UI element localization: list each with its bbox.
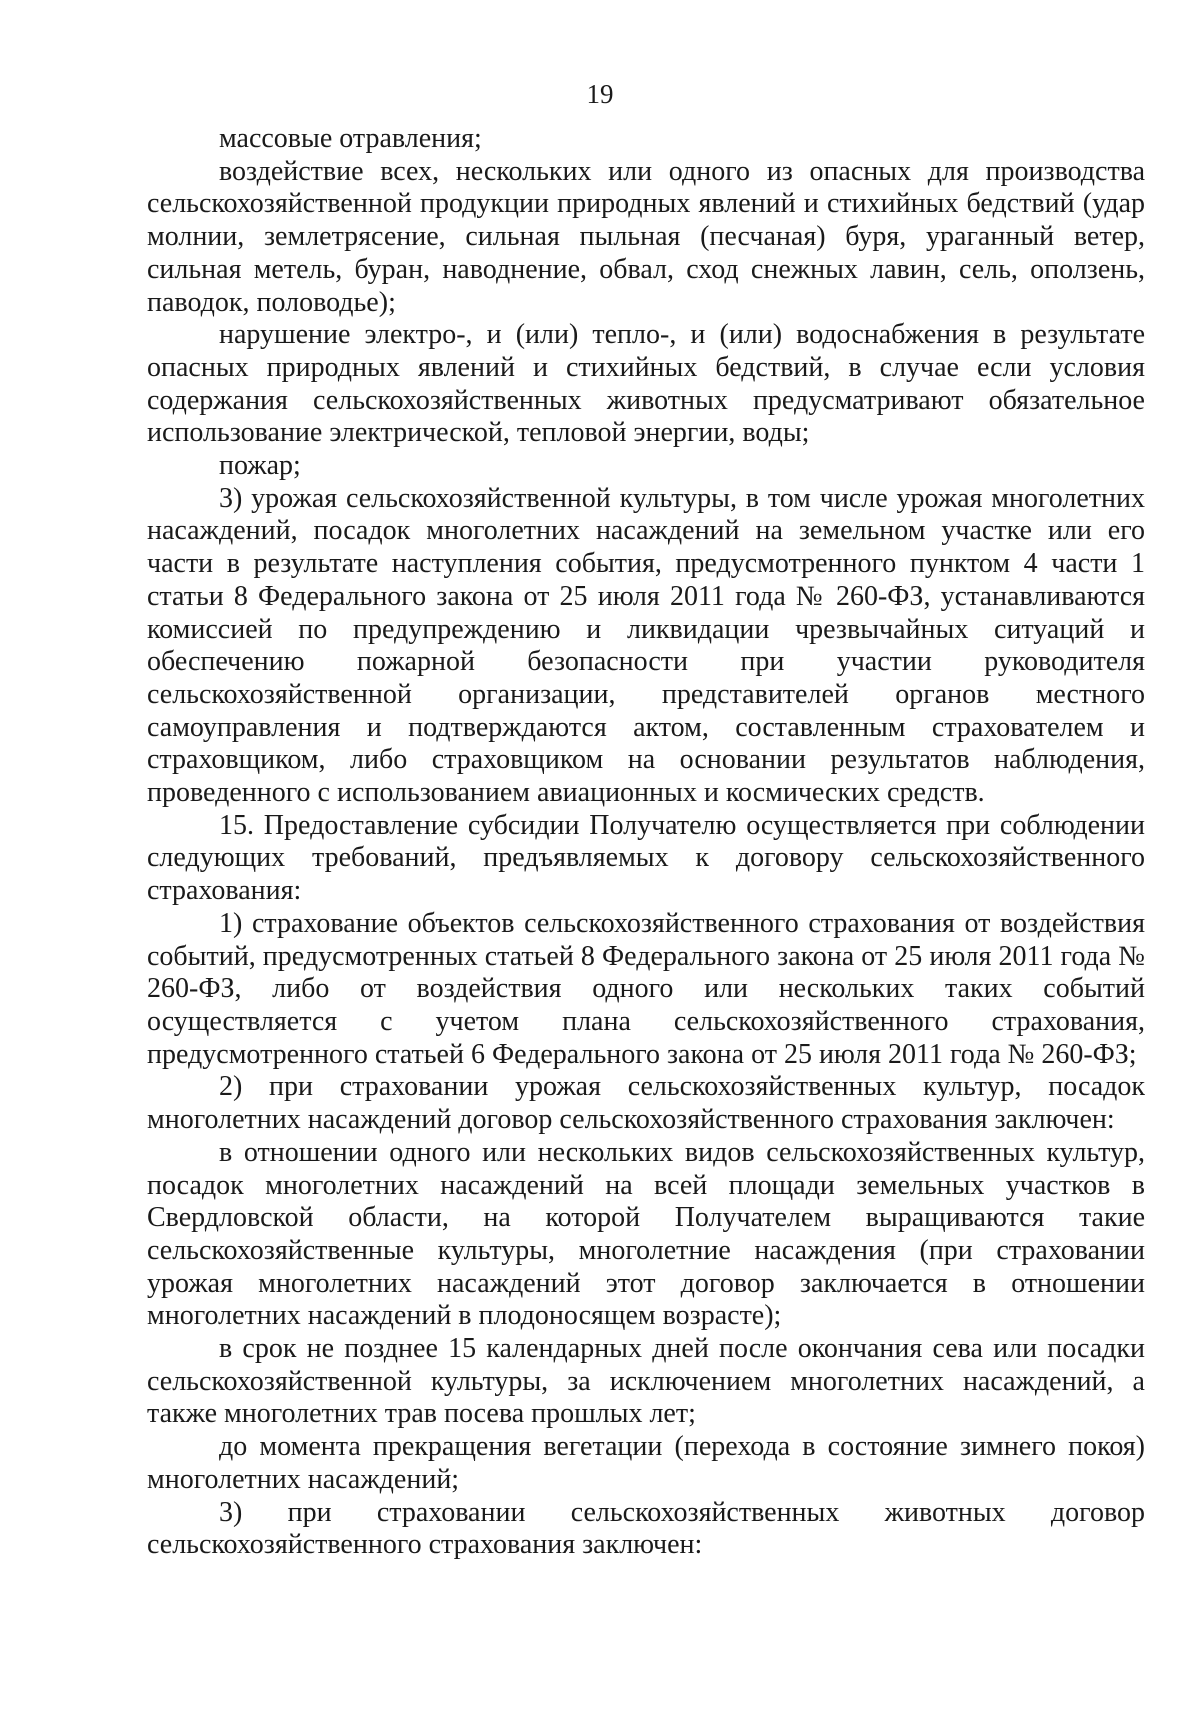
paragraph-crop-loss: 3) урожая сельскохозяйственной культуры, в том числе урожая многолетних насаждений, посадок многолетних насаждений на земельном участке или его части в результате наступления события, предусмотренного пунктом 4 части 1 статьи 8 Федерального закона от 25 июля 2011 года № 260-ФЗ, устанавливаются комиссией по предупреждению и ликвидации чрезвычайных ситуаций и обеспечению пожарной безопасности при участии руководителя сельскохозяйственной организации, представителей органов местного самоуправления и подтверждаются актом, составленным страхователем и страховщиком, либо страховщиком на основании результатов наблюдения, проведенного с использованием авиационных и космических средств. bbox=[147, 482, 1145, 809]
paragraph-sowing-deadline: в срок не позднее 15 календарных дней после окончания сева или посадки сельскохозяйственной культуры, за исключением многолетних насаждений, а также многолетних трав посева прошлых лет; bbox=[147, 1333, 1145, 1430]
paragraph-crop-types: в отношении одного или нескольких видов сельскохозяйственных культур, посадок многолетних насаждений на всей площади земельных участков в Свердловской области, на которой Получателем выращиваются такие сельскохозяйственные культуры, многолетние насаждения (при страховании урожая многолетних насаждений этот договор заключается в отношении многолетних насаждений в плодоносящем возрасте); bbox=[147, 1136, 1145, 1332]
document-body bbox=[147, 123, 1145, 1562]
paragraph-item-3: 3) при страховании сельскохозяйственных животных договор сельскохозяйственного страхования заключен: bbox=[147, 1496, 1145, 1561]
paragraph-fire: пожар; bbox=[219, 450, 301, 482]
paragraph-vegetation-end: до момента прекращения вегетации (перехода в состояние зимнего покоя) многолетних насаждений; bbox=[147, 1431, 1145, 1495]
paragraph-mass-poisoning: массовые отравления; bbox=[219, 123, 482, 154]
paragraph-section-15: 15. Предоставление субсидии Получателю осуществляется при соблюдении следующих требований, предъявляемых к договору сельскохозяйственного страхования: bbox=[147, 809, 1145, 907]
paragraph-item-1: 1) страхование объектов сельскохозяйственного страхования от воздействия событий, предусмотренных статьей 8 Федерального закона от 25 июля 2011 года № 260-ФЗ, либо от воздействия одного или нескольких таких событий осуществляется с учетом плана сельскохозяйственного страхования, предусмотренного статьей 6 Федерального закона от 25 июля 2011 года № 260-ФЗ; bbox=[147, 907, 1145, 1070]
paragraph-utility-disruption: нарушение электро-, и (или) тепло-, и (или) водоснабжения в результате опасных природных явлений и стихийных бедствий, в случае если условия содержания сельскохозяйственных животных предусматривают обязательное использование электрической, тепловой энергии, воды; bbox=[147, 319, 1145, 449]
paragraph-natural-disasters: воздействие всех, нескольких или одного из опасных для производства сельскохозяйственной продукции природных явлений и стихийных бедствий (удар молнии, землетрясение, сильная пыльная (песчаная) буря, ураганный ветер, сильная метель, буран, наводнение, обвал, сход снежных лавин, сель, оползень, паводок, половодье); bbox=[147, 155, 1145, 318]
page-number: 19 bbox=[586, 79, 614, 109]
paragraph-item-2: 2) при страховании урожая сельскохозяйственных культур, посадок многолетних насаждений договор сельскохозяйственного страхования заключен: bbox=[147, 1071, 1145, 1136]
